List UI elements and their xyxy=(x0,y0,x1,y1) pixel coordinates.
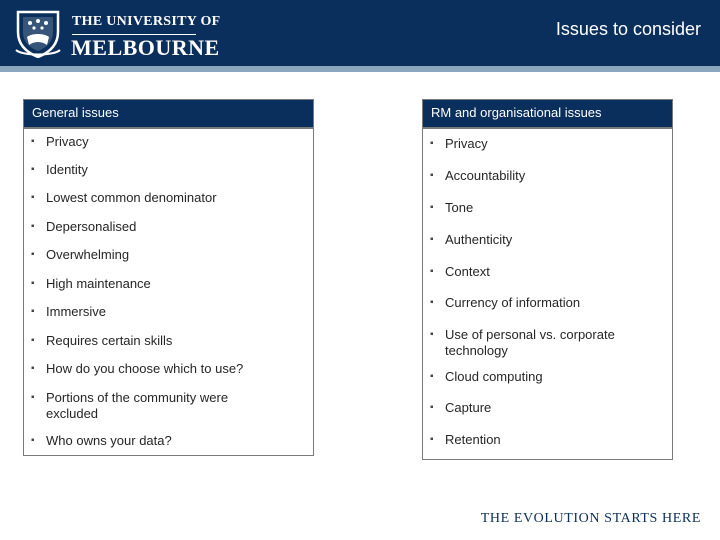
list-item-label: Requires certain skills xyxy=(46,333,173,348)
list-item-label: Lowest common denominator xyxy=(46,190,217,205)
list-item xyxy=(31,333,301,349)
bullet-icon: ▪ xyxy=(31,136,35,147)
list-item-label: Privacy xyxy=(46,134,89,149)
university-logo[interactable] xyxy=(14,8,221,60)
bullet-icon: ▪ xyxy=(430,202,434,213)
list-item-label: Context xyxy=(445,264,490,279)
bullet-icon: ▪ xyxy=(430,138,434,149)
bullet-icon: ▪ xyxy=(31,221,35,232)
bullet-icon: ▪ xyxy=(430,434,434,445)
list-item xyxy=(430,264,660,280)
list-item-label: Identity xyxy=(46,162,88,177)
bullet-icon: ▪ xyxy=(430,402,434,413)
list-item xyxy=(31,433,301,449)
general-issues-heading: General issues xyxy=(24,100,313,129)
list-item-label: Depersonalised xyxy=(46,219,137,234)
logo-line-2: MELBOURNE xyxy=(71,35,220,60)
bullet-icon: ▪ xyxy=(31,306,35,317)
bullet-icon: ▪ xyxy=(31,278,35,289)
list-item-label: Use of personal vs. corporate technology xyxy=(445,327,615,358)
bullet-icon: ▪ xyxy=(31,249,35,260)
bullet-icon: ▪ xyxy=(430,329,434,340)
list-item-label: Overwhelming xyxy=(46,247,130,262)
list-item xyxy=(430,200,660,216)
list-item-label: How do you choose which to use? xyxy=(46,361,244,376)
bullet-icon: ▪ xyxy=(31,164,35,175)
bullet-icon: ▪ xyxy=(31,192,35,203)
rm-issues-panel xyxy=(422,99,673,460)
list-item-label: Immersive xyxy=(46,304,106,319)
list-item xyxy=(430,432,660,448)
list-item-label: Who owns your data? xyxy=(46,433,172,448)
bullet-icon: ▪ xyxy=(430,371,434,382)
list-item-label: Retention xyxy=(445,432,501,447)
list-item-label: Accountability xyxy=(445,168,526,183)
list-item xyxy=(430,400,660,416)
list-item-label: Cloud computing xyxy=(445,369,543,384)
crest-icon xyxy=(14,8,62,58)
bullet-icon: ▪ xyxy=(31,392,35,403)
bullet-icon: ▪ xyxy=(430,170,434,181)
list-item xyxy=(31,390,301,422)
list-item xyxy=(31,190,301,206)
list-item xyxy=(31,304,301,320)
list-item xyxy=(31,361,301,377)
list-item-label: Portions of the community were excluded xyxy=(46,390,229,421)
bullet-icon: ▪ xyxy=(430,297,434,308)
rm-issues-heading: RM and organisational issues xyxy=(423,100,672,129)
bullet-icon: ▪ xyxy=(430,266,434,277)
list-item-label: Tone xyxy=(445,200,474,215)
list-item xyxy=(430,295,660,311)
list-item-label: Currency of information xyxy=(445,295,581,310)
page-title: Issues to consider xyxy=(555,19,701,39)
list-item xyxy=(430,232,660,248)
list-item xyxy=(31,276,301,292)
general-issues-panel xyxy=(23,99,314,456)
list-item xyxy=(430,327,660,359)
list-item-label: Capture xyxy=(445,400,492,415)
list-item xyxy=(430,136,660,152)
list-item xyxy=(31,247,301,263)
bullet-icon: ▪ xyxy=(430,234,434,245)
footer-tagline: THE EVOLUTION STARTS HERE xyxy=(480,511,701,526)
list-item xyxy=(31,134,301,150)
header-stripe xyxy=(0,66,720,72)
bullet-icon: ▪ xyxy=(31,363,35,374)
list-item xyxy=(430,168,660,184)
list-item xyxy=(430,369,660,385)
list-item-label: High maintenance xyxy=(46,276,151,291)
list-item-label: Authenticity xyxy=(445,232,513,247)
list-item xyxy=(31,219,301,235)
list-item-label: Privacy xyxy=(445,136,488,151)
header-bar xyxy=(0,0,720,66)
bullet-icon: ▪ xyxy=(31,435,35,446)
logo-line-1: THE UNIVERSITY OF xyxy=(72,14,221,29)
bullet-icon: ▪ xyxy=(31,335,35,346)
list-item xyxy=(31,162,301,178)
